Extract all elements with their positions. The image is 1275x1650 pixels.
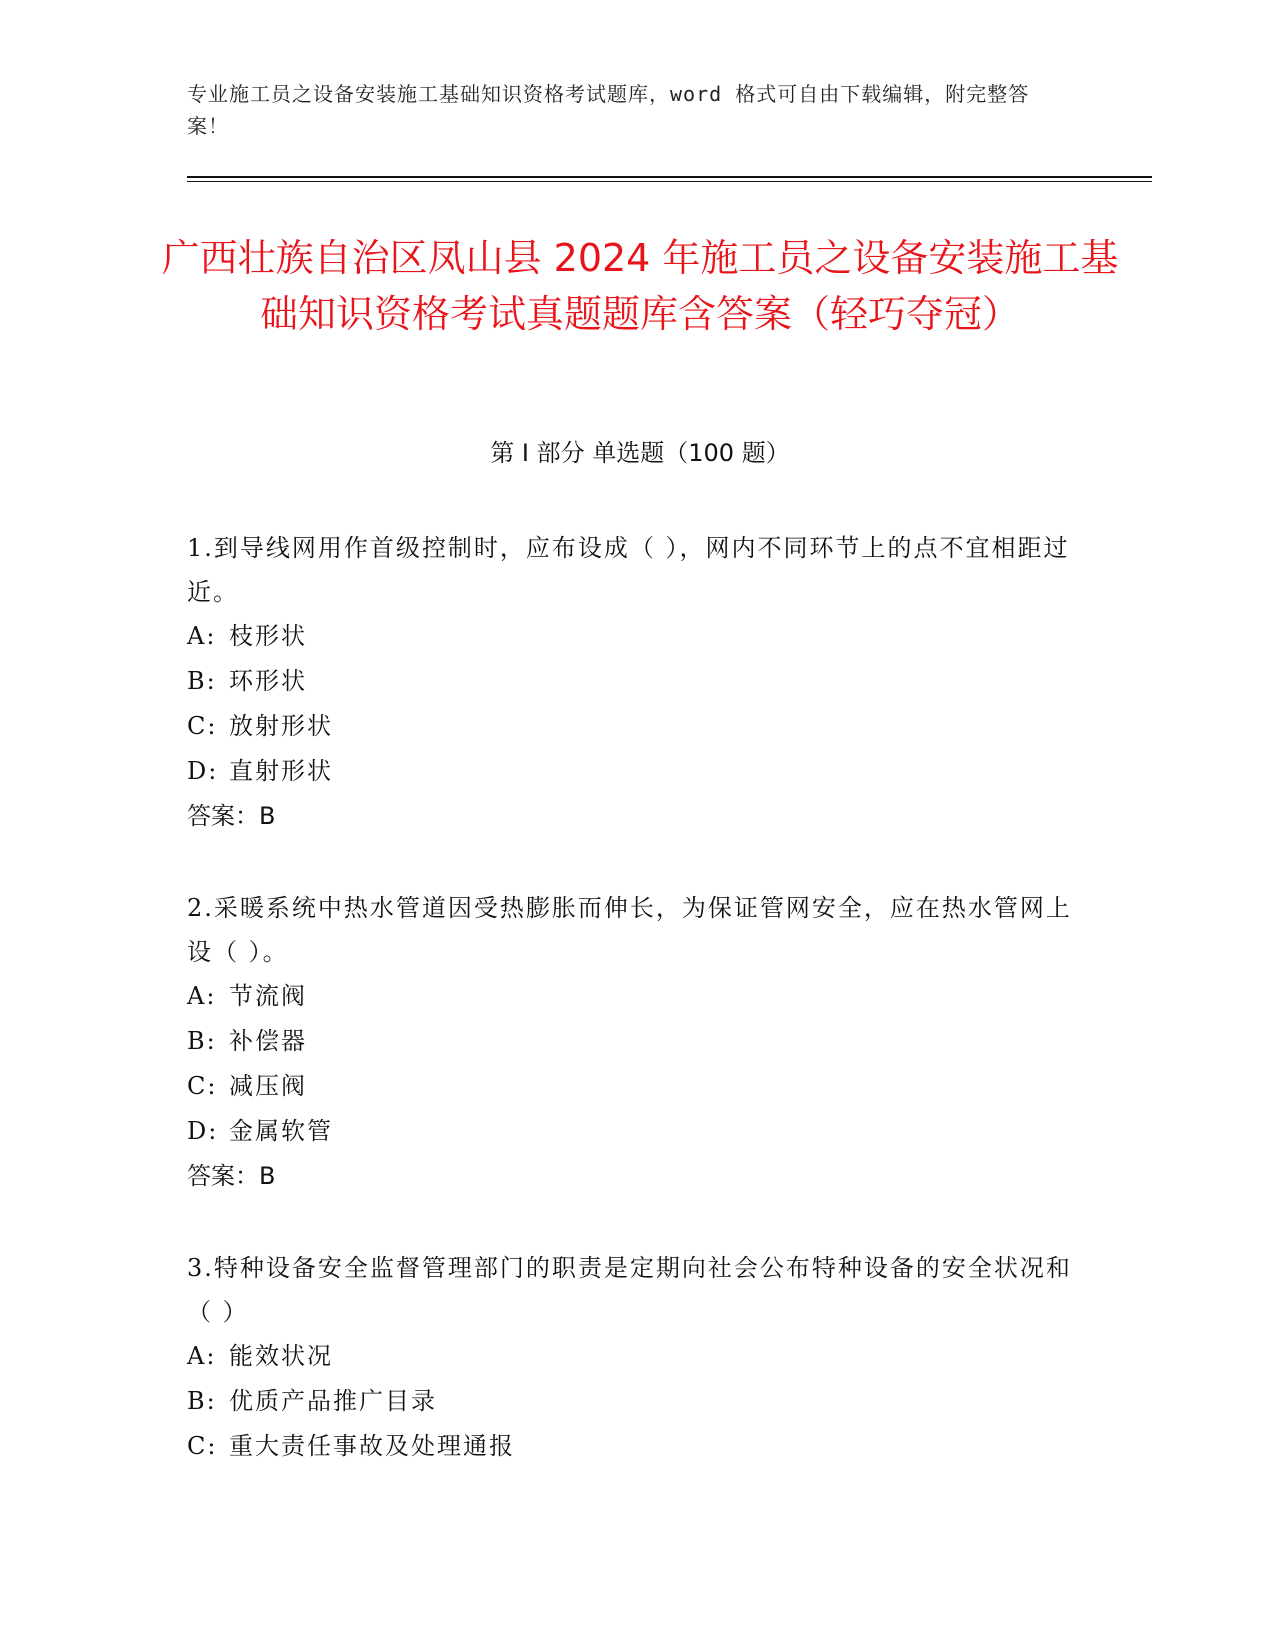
option-list [187,974,1077,1154]
header-note: 专业施工员之设备安装施工基础知识资格考试题库，word 格式可自由下载编辑，附完整答案！ [187,82,1030,138]
answer-line: 答案：B [187,1162,276,1190]
section-heading: 第 I 部分 单选题（100 题） [490,439,790,467]
question-2 [187,886,1077,1199]
option-list [187,614,1077,794]
option-c [187,1064,1077,1109]
option-d [187,749,1077,794]
question-stem: 2.采暖系统中热水管道因受热膨胀而伸长，为保证管网安全，应在热水管网上设（ ）。 [187,894,1072,966]
option-letter: A: [187,982,217,1010]
option-text: 能效状况 [229,1342,333,1370]
option-text: 优质产品推广目录 [229,1387,437,1415]
option-letter: C: [187,1072,218,1100]
option-a [187,1334,1077,1379]
option-letter: C: [187,1432,218,1460]
option-b [187,1379,1077,1424]
header-divider [187,176,1152,178]
question-stem: 3.特种设备安全监督管理部门的职责是定期向社会公布特种设备的安全状况和（ ） [187,1254,1072,1326]
option-letter: B: [187,1387,217,1415]
question-3 [187,1246,1077,1469]
option-text: 金属软管 [229,1117,333,1145]
option-text: 补偿器 [229,1027,307,1055]
document-title: 广西壮族自治区凤山县 2024 年施工员之设备安装施工基础知识资格考试真题题库含答案（轻巧夺冠） [161,236,1119,336]
option-text: 放射形状 [229,712,333,740]
option-a [187,614,1077,659]
option-b [187,1019,1077,1064]
option-c [187,1424,1077,1469]
question-1 [187,526,1077,839]
option-letter: C: [187,712,218,740]
option-letter: D: [187,757,219,785]
option-text: 减压阀 [229,1072,307,1100]
option-text: 枝形状 [229,622,307,650]
option-d [187,1109,1077,1154]
header-divider-thin [187,181,1152,182]
option-text: 直射形状 [229,757,333,785]
option-letter: A: [187,622,217,650]
option-letter: B: [187,1027,217,1055]
option-b [187,659,1077,704]
option-text: 节流阀 [229,982,307,1010]
option-a [187,974,1077,1019]
answer-line: 答案：B [187,802,276,830]
question-stem: 1.到导线网用作首级控制时，应布设成（ ），网内不同环节上的点不宜相距过近。 [187,534,1070,606]
option-text: 重大责任事故及处理通报 [229,1432,515,1460]
option-letter: A: [187,1342,217,1370]
option-letter: D: [187,1117,219,1145]
option-c [187,704,1077,749]
option-text: 环形状 [229,667,307,695]
option-letter: B: [187,667,217,695]
option-list [187,1334,1077,1469]
